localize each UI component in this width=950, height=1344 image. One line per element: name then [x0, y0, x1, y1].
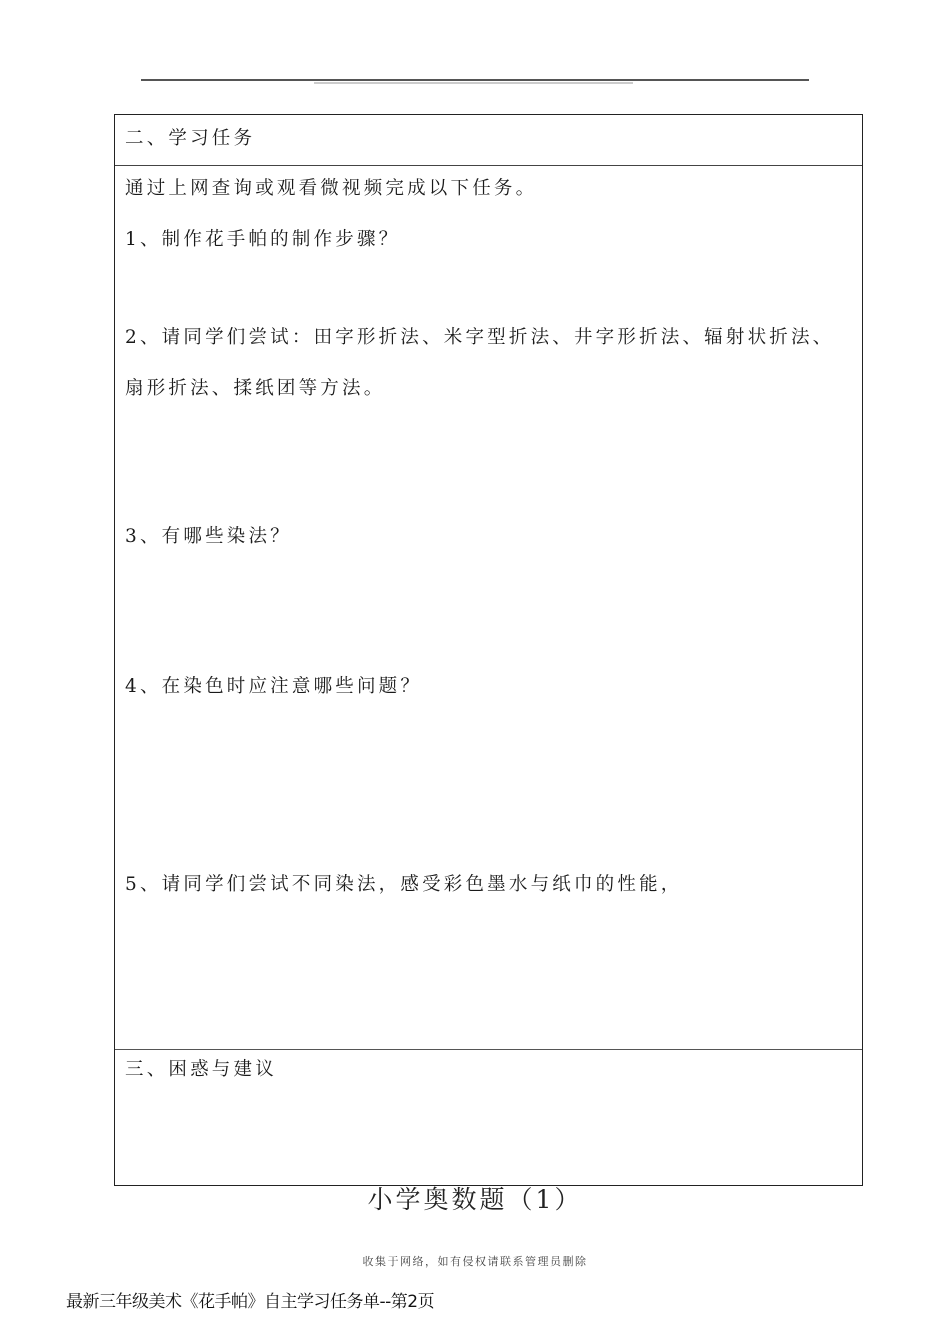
task-1: 1、制作花手帕的制作步骤？	[125, 229, 401, 250]
section-3-row	[115, 1050, 862, 1185]
task-5: 5、请同学们尝试不同染法，感受彩色墨水与纸巾的性能，	[125, 874, 683, 895]
task-2: 2、请同学们尝试：田字形折法、米字型折法、井字形折法、辐射状折法、	[125, 327, 835, 348]
task-2-continued: 扇形折法、揉纸团等方法。	[125, 378, 386, 399]
page-label: 最新三年级美术《花手帕》自主学习任务单--第2页	[66, 1292, 435, 1312]
header-rule	[141, 79, 809, 81]
section-2-title: 二、学习任务	[125, 128, 256, 149]
copyright-note: 收集于网络，如有侵权请联系管理员删除	[362, 1255, 588, 1268]
header-subrule	[314, 82, 633, 84]
section-2-body-row	[115, 166, 862, 1050]
section-3-title: 三、困惑与建议	[125, 1059, 277, 1080]
task-4: 4、在染色时应注意哪些问题？	[125, 676, 423, 697]
section-2-intro: 通过上网查询或观看微视频完成以下任务。	[125, 178, 538, 199]
footer-title: 小学奥数题（1）	[367, 1185, 583, 1214]
section-2-header-row	[115, 115, 862, 166]
task-3: 3、有哪些染法？	[125, 526, 292, 547]
task-table	[114, 114, 863, 1186]
